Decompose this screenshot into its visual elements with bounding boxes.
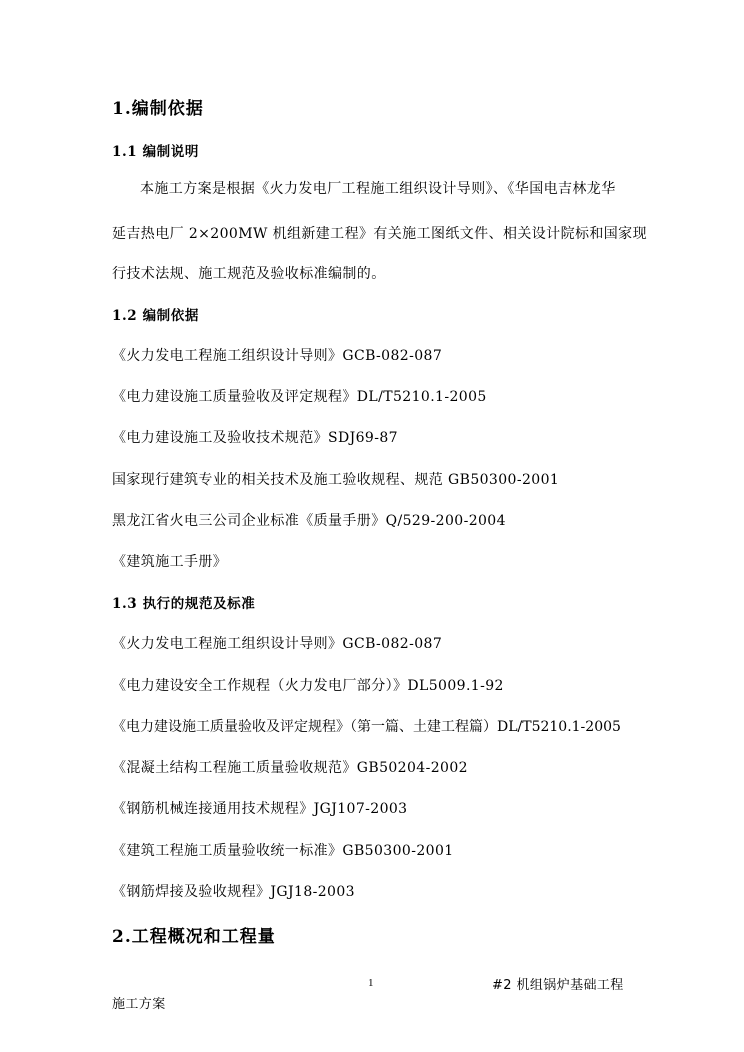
standard-item: 《混凝土结构工程施工质量验收规范》GB50204-2002 [112,760,468,776]
section-1-2-heading: 1.2 编制依据 [112,308,199,324]
section-2-heading: 2.工程概况和工程量 [112,927,276,947]
standard-item: 《电力建设安全工作规程（火力发电厂部分）》DL5009.1-92 [112,678,504,694]
reference-item: 《电力建设施工及验收技术规范》SDJ69-87 [112,430,398,446]
standard-item: 《钢筋焊接及验收规程》JGJ18-2003 [112,884,355,900]
section-1-1-heading: 1.1 编制说明 [112,144,199,160]
section-1-heading: 1.编制依据 [112,99,204,119]
standard-item: 《建筑工程施工质量验收统一标准》GB50300-2001 [112,843,454,859]
reference-item: 《建筑施工手册》 [112,554,228,570]
reference-item: 黑龙江省火电三公司企业标准《质量手册》Q/529-200-2004 [112,513,506,529]
paragraph-line: 延吉热电厂 2×200MW 机组新建工程》有关施工图纸文件、相关设计院标和国家现 [112,226,647,242]
standard-item: 《钢筋机械连接通用技术规程》JGJ107-2003 [112,801,408,817]
standard-item: 《电力建设施工质量验收及评定规程》（第一篇、土建工程篇）DL/T5210.1-2005 [112,719,621,735]
footer-project-name: #2 机组锅炉基础工程 [492,978,624,993]
paragraph-line: 本施工方案是根据《火力发电厂工程施工组织设计导则》、《华国电吉林龙华 [140,181,616,197]
footer-doc-type: 施工方案 [112,997,166,1012]
paragraph-line: 行技术法规、施工规范及验收标准编制的。 [112,266,386,282]
page-number: 1 [368,977,374,989]
section-1-3-heading: 1.3 执行的规范及标准 [112,596,256,612]
reference-item: 《电力建设施工质量验收及评定规程》DL/T5210.1-2005 [112,389,487,405]
reference-item: 国家现行建筑专业的相关技术及施工验收规程、规范 GB50300-2001 [112,472,560,488]
standard-item: 《火力发电工程施工组织设计导则》GCB-082-087 [112,636,443,652]
reference-item: 《火力发电工程施工组织设计导则》GCB-082-087 [112,348,443,364]
